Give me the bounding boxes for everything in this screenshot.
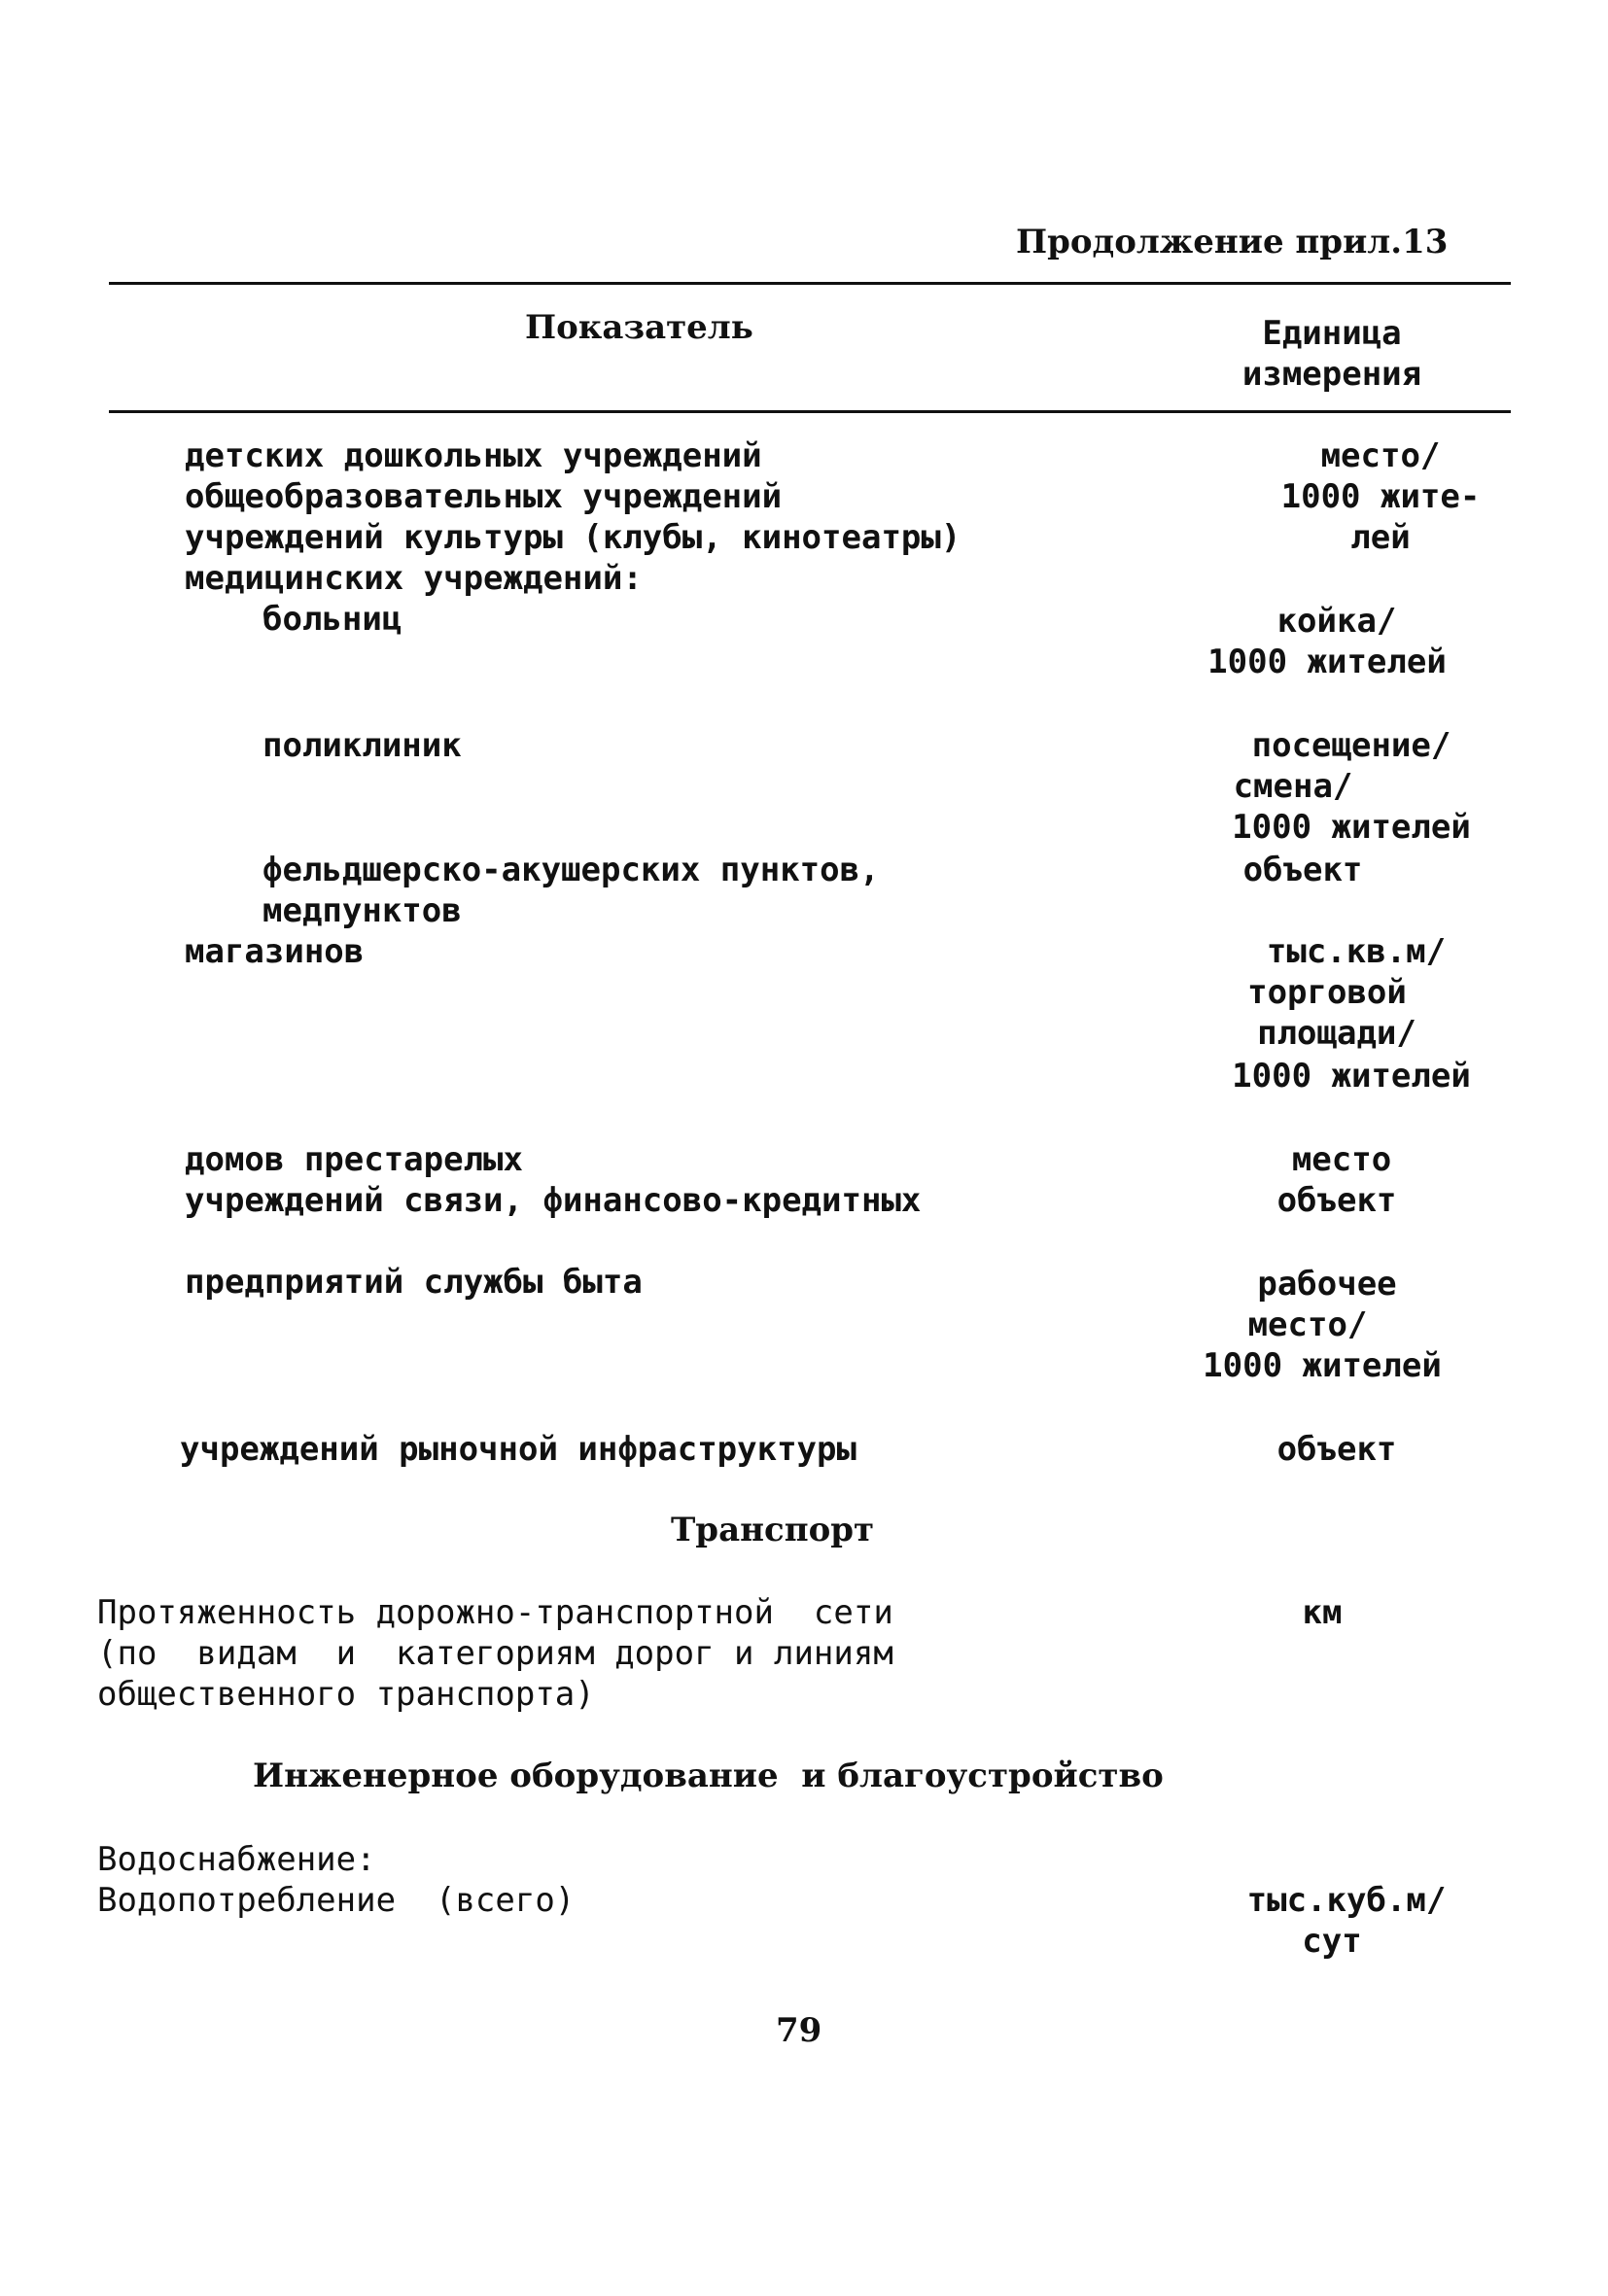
column-header-unit-line1: Единица — [1262, 314, 1402, 353]
row-label: магазинов — [185, 932, 365, 971]
row-label: фельдшерско-акушерских пунктов, — [262, 851, 880, 889]
row-unit: 1000 жителей — [1203, 1346, 1442, 1385]
row-unit: лей — [1350, 518, 1411, 557]
engineering-unit-line2: сут — [1302, 1922, 1362, 1961]
engineering-text-line: Водоснабжение: — [97, 1840, 376, 1879]
header-bottom-rule — [109, 410, 1511, 413]
row-unit: рабочее — [1257, 1265, 1397, 1304]
row-label: больниц — [262, 600, 402, 639]
row-unit: 1000 жите- — [1280, 477, 1481, 516]
row-unit: место — [1291, 1140, 1392, 1179]
column-header-indicator: Показатель — [525, 308, 753, 347]
row-unit: смена/ — [1233, 767, 1353, 806]
transport-text-line: (по видам и категориям дорог и линиям — [97, 1634, 893, 1673]
transport-text-line: общественного транспорта) — [97, 1675, 595, 1714]
row-label: предприятий службы быта — [185, 1263, 643, 1302]
row-unit: 1000 жителей — [1232, 808, 1471, 847]
row-unit: объект — [1242, 851, 1363, 889]
row-unit: торговой — [1247, 973, 1407, 1012]
section-title-transport: Транспорт — [671, 1511, 875, 1549]
row-unit: 1000 жителей — [1207, 643, 1447, 681]
row-label: учреждений культуры (клубы, кинотеатры) — [185, 518, 961, 557]
row-unit: площади/ — [1257, 1014, 1416, 1053]
row-unit: место/ — [1247, 1305, 1368, 1344]
section-title-engineering: Инженерное оборудование и благоустройство — [253, 1757, 1164, 1795]
row-unit: объект — [1276, 1181, 1397, 1220]
row-unit: тыс.кв.м/ — [1266, 932, 1447, 971]
row-unit: посещение/ — [1251, 726, 1451, 765]
transport-unit: км — [1302, 1593, 1343, 1632]
column-header-unit-line2: измерения — [1241, 355, 1422, 394]
transport-text-line: Протяженность дорожно-транспортной сети — [97, 1593, 893, 1632]
row-label: поликлиник — [262, 726, 462, 765]
row-label: медицинских учреждений: — [185, 559, 643, 598]
continuation-header: Продолжение прил.13 — [1016, 223, 1449, 261]
row-label: учреждений связи, финансово-кредитных — [185, 1181, 922, 1220]
row-unit: место/ — [1320, 436, 1441, 475]
row-label: домов престарелых — [185, 1140, 523, 1179]
row-unit: объект — [1276, 1430, 1397, 1469]
row-label: общеобразовательных учреждений — [185, 477, 783, 516]
row-unit: 1000 жителей — [1232, 1057, 1471, 1096]
header-top-rule — [109, 282, 1511, 285]
page-number: 79 — [776, 2011, 822, 2050]
engineering-text-line: Водопотребление (всего) — [97, 1881, 576, 1920]
row-unit: койка/ — [1276, 602, 1397, 641]
engineering-unit-line1: тыс.куб.м/ — [1246, 1881, 1447, 1920]
row-label: медпунктов — [262, 891, 462, 930]
row-label: детских дошкольных учреждений — [185, 436, 762, 475]
row-label: учреждений рыночной инфраструктуры — [180, 1430, 856, 1469]
